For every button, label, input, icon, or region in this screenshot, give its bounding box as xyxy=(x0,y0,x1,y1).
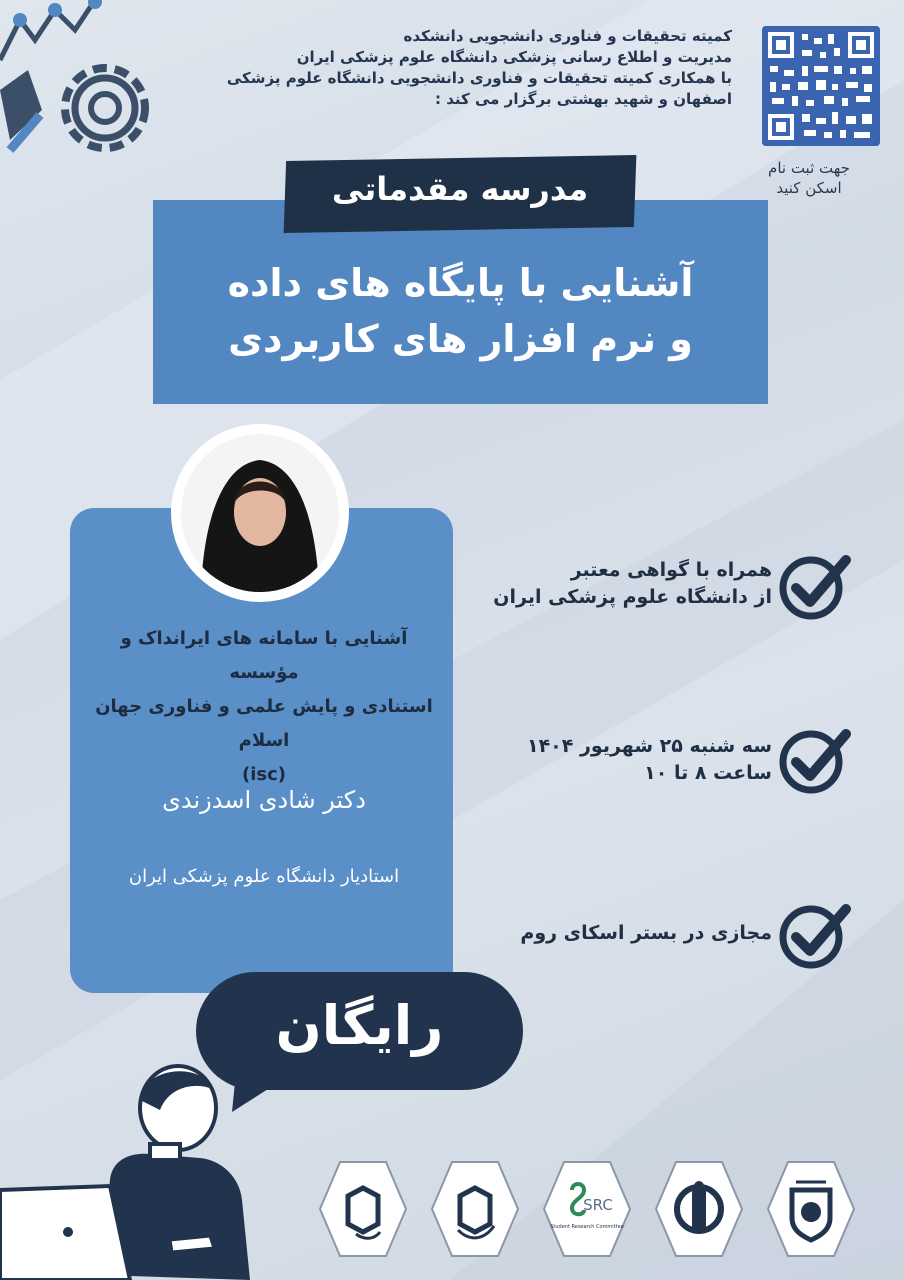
feature-certificate xyxy=(493,557,772,611)
speaker-role: استادیار دانشگاه علوم پزشکی ایران xyxy=(128,866,400,887)
feature-line: ساعت ۸ تا ۱۰ xyxy=(644,762,772,784)
free-label: رایگان xyxy=(275,994,444,1057)
talk-title-line: (isc) xyxy=(241,764,287,785)
qr-caption xyxy=(744,158,874,198)
src-logo-text: SRC xyxy=(583,1196,613,1214)
qr-caption-line: جهت ثبت نام xyxy=(768,159,850,177)
school-tag-label: مدرسه مقدماتی xyxy=(331,170,589,208)
organizer-line: اصفهان و شهید بهشتی برگزار می کند : xyxy=(435,90,732,108)
check-circle-icon xyxy=(778,548,852,622)
organizer-line: کمیته تحقیقات و فناوری دانشجویی دانشکده xyxy=(403,27,732,45)
talk-title-line: استنادی و پایش علمی و فناوری جهان اسلام xyxy=(95,696,433,751)
check-circle-icon xyxy=(778,897,852,971)
organizer-line: با همکاری کمیته تحقیقات و فناوری دانشجویی دانشگاه علوم پزشکی xyxy=(226,69,732,87)
talk-title xyxy=(84,622,444,792)
university-logo xyxy=(654,1160,744,1258)
speaker-name: دکتر شادی اسدزندی xyxy=(162,786,366,814)
check-circle-icon xyxy=(778,722,852,796)
src-logo-caption: Student Research Committee xyxy=(550,1224,624,1230)
beheshti-university-logo xyxy=(766,1160,856,1258)
organizer-line: مدیریت و اطلاع رسانی پزشکی دانشگاه علوم پزشکی ایران xyxy=(296,48,732,66)
organizer-text xyxy=(132,26,732,110)
event-title xyxy=(153,255,768,367)
person-laptop-illustration xyxy=(0,1060,300,1280)
talk-title-line: آشنایی با سامانه های ایرانداک و مؤسسه xyxy=(120,628,408,683)
feature-line: از دانشگاه علوم پزشکی ایران xyxy=(493,586,772,608)
event-title-line: آشنایی با پایگاه های داده xyxy=(227,261,694,305)
registration-qr-code[interactable] xyxy=(762,26,880,146)
src-logo xyxy=(542,1160,632,1258)
feature-date-time xyxy=(527,733,772,787)
research-committee-logo xyxy=(430,1160,520,1258)
feature-line: مجازی در بستر اسکای روم xyxy=(520,922,772,944)
feature-line: سه شنبه ۲۵ شهریور ۱۴۰۴ xyxy=(526,735,772,757)
qr-caption-line: اسکن کنید xyxy=(776,179,842,197)
speaker-photo xyxy=(181,434,339,592)
event-title-line: و نرم افزار های کاربردی xyxy=(228,317,693,361)
feature-line: همراه با گواهی معتبر xyxy=(570,559,772,581)
faculty-logo xyxy=(318,1160,408,1258)
feature-online-platform xyxy=(520,920,772,947)
